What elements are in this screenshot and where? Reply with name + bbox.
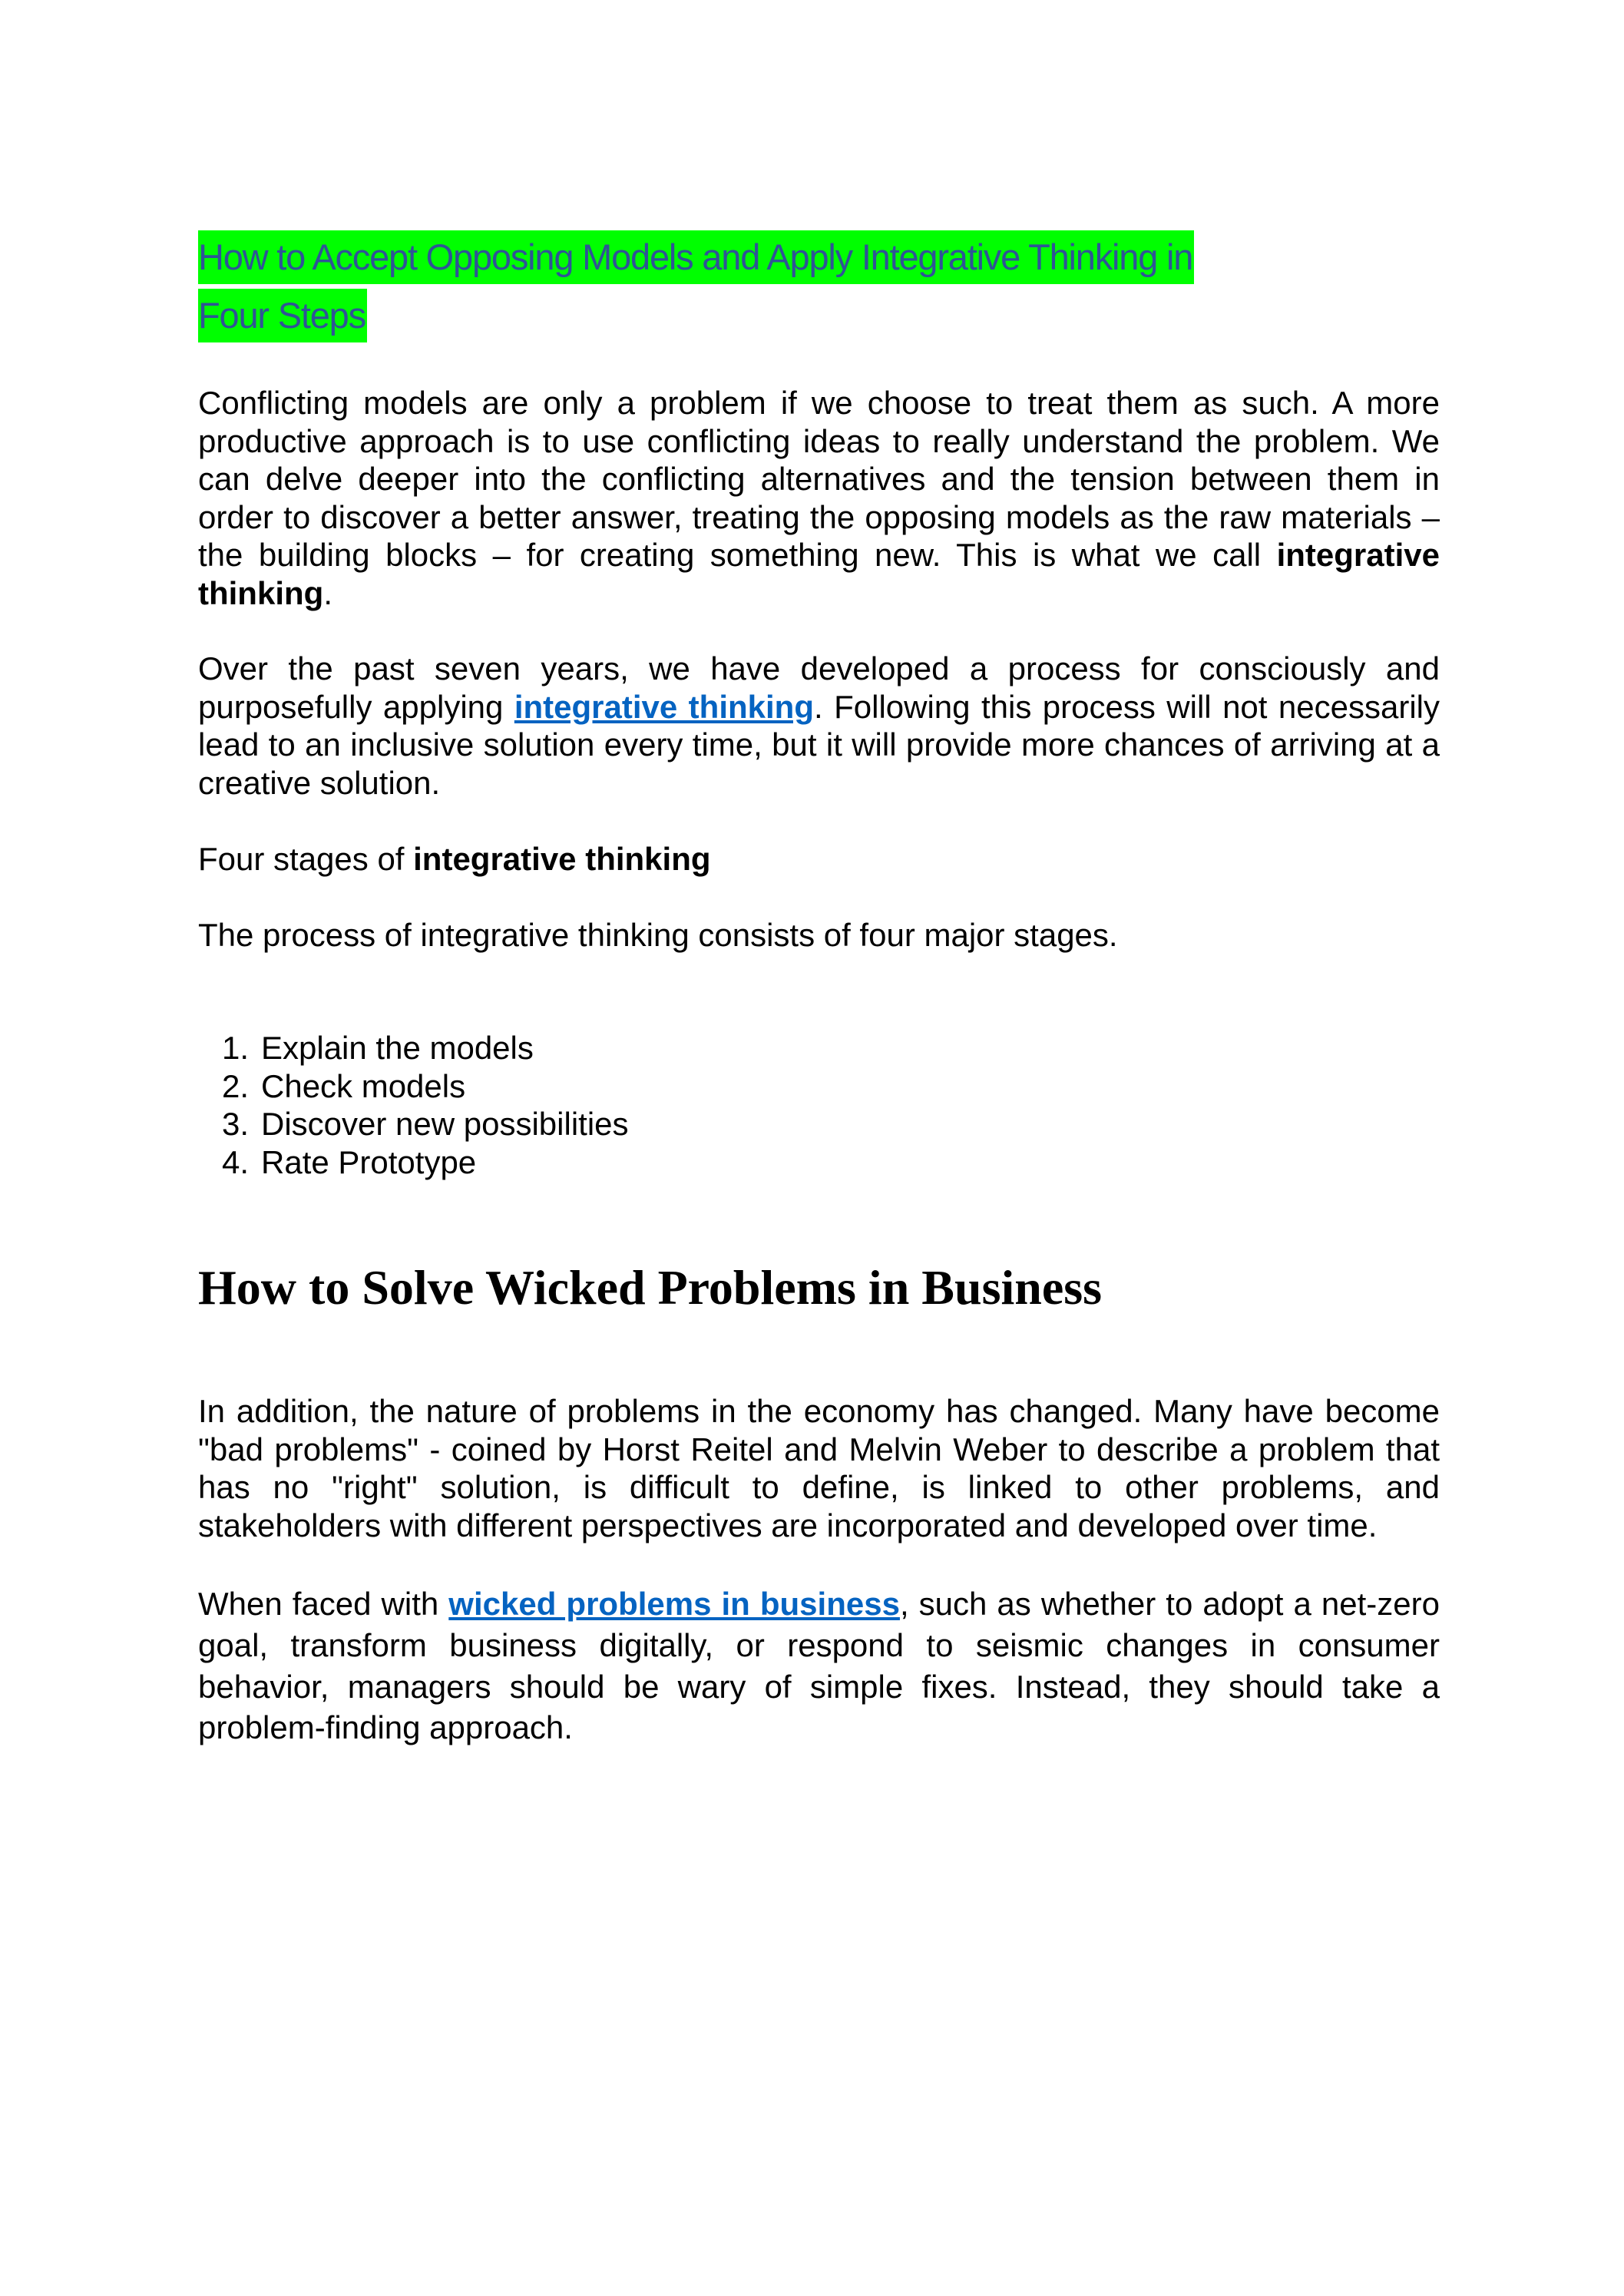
- process-intro: The process of integrative thinking consists of four major stages.: [198, 917, 1118, 953]
- process-paragraph: [198, 650, 1440, 802]
- process-text-before: Over the past seven years, we have developed a process for consciously and purposefully applying: [198, 650, 1440, 725]
- list-number: 3.: [221, 1106, 249, 1143]
- title-line-1: How to Accept Opposing Models and Apply Integrative Thinking in: [198, 230, 1194, 284]
- list-number: 4.: [221, 1143, 249, 1180]
- stages-heading: [198, 840, 1440, 878]
- stages-heading-bold: integrative thinking: [413, 841, 711, 877]
- title-line-2: Four Steps: [198, 289, 367, 342]
- intro-end: .: [323, 574, 332, 611]
- wicked-problems-paragraph: In addition, the nature of problems in the economy has changed. Many have become "bad problems" - coined by Horst Reitel and Melvin Weber to describe a problem that has no "right" solution, is difficult to define, is linked to other problems, and stakeholders with different perspectives are incorporated and developed over time.: [198, 1393, 1440, 1543]
- problem-finding-paragraph: [198, 1583, 1440, 1748]
- section-heading: How to Solve Wicked Problems in Business: [198, 1260, 1103, 1315]
- intro-bold-term: integrative thinking: [198, 537, 1440, 611]
- problem-text-before: When faced with: [198, 1586, 449, 1622]
- list-item: [198, 1143, 1440, 1182]
- integrative-thinking-link[interactable]: integrative thinking: [514, 688, 814, 725]
- process-text-after: . Following this process will not necessarily lead to an inclusive solution every time, but it will provide more chances of arriving at a creative solution.: [198, 688, 1440, 801]
- list-number: 1.: [221, 1030, 249, 1066]
- list-item: [198, 1067, 1440, 1106]
- steps-list: [198, 1029, 1440, 1181]
- problem-text-after: , such as whether to adopt a net-zero goal, transform business digitally, or respond to seismic changes in consumer behavior, managers should be wary of simple fixes. Instead, they should take a problem-finding approach.: [198, 1586, 1440, 1746]
- list-item: [198, 1029, 1440, 1067]
- list-label: Check models: [261, 1067, 466, 1104]
- article-title: [198, 230, 1194, 347]
- list-label: Rate Prototype: [261, 1143, 477, 1180]
- stages-heading-text: Four stages of: [198, 841, 414, 877]
- list-label: Discover new possibilities: [261, 1106, 629, 1143]
- list-label: Explain the models: [261, 1030, 534, 1066]
- list-number: 2.: [221, 1067, 249, 1104]
- intro-text: Conflicting models are only a problem if we choose to treat them as such. A more productive approach is to use conflicting ideas to really understand the problem. We can delve deeper into the conflicting alternatives and the tension between them in order to discover a better answer, treating the opposing models as the raw materials – the building blocks – for creating something new. This is what we call: [198, 385, 1440, 574]
- intro-paragraph: [198, 384, 1440, 613]
- list-item: [198, 1105, 1440, 1143]
- wicked-problems-link[interactable]: wicked problems in business: [448, 1586, 900, 1622]
